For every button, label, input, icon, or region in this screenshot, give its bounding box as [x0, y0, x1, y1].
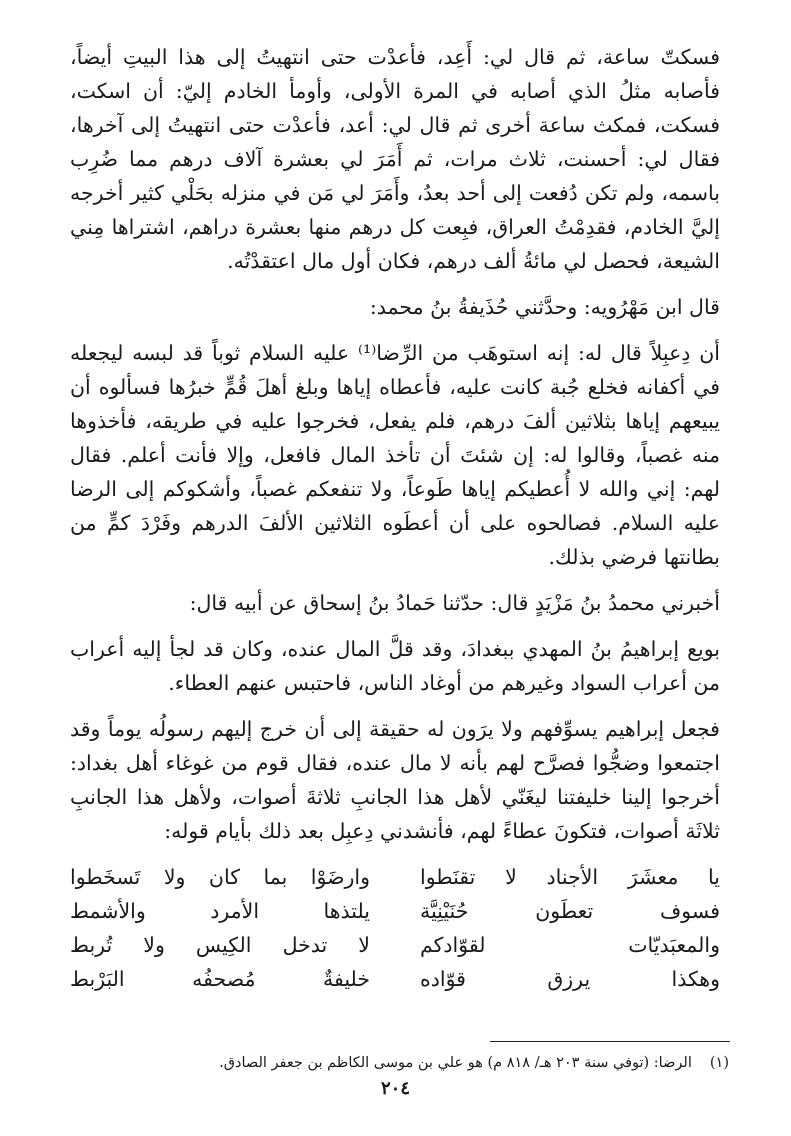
hemistich-second: خليفةٌ مُصحفُه البَرْبط — [70, 967, 370, 991]
footnote — [69, 1052, 729, 1074]
page-body — [70, 40, 720, 996]
hemistich-first: يا معشَرَ الأجناد لا تقنَطوا — [420, 865, 720, 889]
hemistich-second: وارضَوْا بما كان ولا تَسخَطوا — [70, 865, 370, 889]
paragraph-5: بويع إبراهيمُ بنُ المهدي ببغدادَ، وقد قلَّ المال عنده، وكان قد لجأ إليه أعراب من أعراب السواد وغيرهم من أوغاد الناس، فاحتبس عنهم العطاء. — [70, 637, 720, 695]
poem-verse — [70, 962, 720, 996]
hemistich-first: والمعبَديّات لقوّادكم — [420, 933, 720, 957]
poem-verse — [70, 860, 720, 894]
poem-verse — [70, 928, 720, 962]
footnote-text: الرضا: (توفي سنة ٢٠٣ هـ/ ٨١٨ م) هو علي بن موسى الكاظم بن جعفر الصادق. — [219, 1055, 692, 1071]
hemistich-second: يلتذها الأمرد والأشمط — [70, 899, 370, 923]
footnote-divider — [490, 1041, 730, 1042]
poem — [70, 860, 720, 996]
page-number: ٢٠٤ — [380, 1078, 410, 1099]
paragraph-1: فسكتّ ساعة، ثم قال لي: أَعِد، فأعدْت حتى انتهيتُ إلى هذا البيتِ أيضاً، فأصابه مثلُ الذي أصابه في المرة الأولى، وأومأ الخادم إليّ: أن اسكت، فسكت، فمكث ساعة أخرى ثم قال لي: أعد، فأعدْت حتى انتهيتُ إلى آخرها، فقال لي: أحسنت، ثلاث مرات، ثم أَمَرَ لي بعشرة آلاف درهم مما ضُرِب باسمه، ولم تكن دُفعت إلى أحد بعدُ، وأَمَرَ لي مَن في منزله بحَلْي كثير أخرجه إليَّ الخادم، فقدِمْتُ العراق، فبِعت كل درهم منها بعشرة دراهم، اشتراها مِني الشيعة، فحصل لي مائةُ ألف درهم، فكان أول مال اعتقدْتُه. — [70, 45, 720, 273]
paragraph-4-isnad: أخبرني محمدُ بنُ مَزْيَدٍ قال: حدّثنا حَمادُ بنُ إسحاق عن أبيه قال: — [189, 591, 720, 615]
poem-verse — [70, 894, 720, 928]
hemistich-second: لا تدخل الكِيس ولا تُربط — [70, 933, 370, 957]
paragraph-6: فجعل إبراهيم يسوِّفهم ولا يرَون له حقيقة إلى أن خرج إليهم رسولُه يوماً وقد اجتمعوا وضجُّوا فصرَّح لهم بأنه لا مال عنده، فقال قوم من غوغاء أهل بغداد: أخرجوا إلينا خليفتنا ليغَنّي لأهل هذا الجانبِ ثلاثةَ أصوات، ولأهل هذا الجانبِ ثلاثَة أصوات، فتكونَ عطاءً لهم، فأنشدني دِعبِل بعد ذلك بأيام قوله: — [70, 717, 720, 843]
footnote-number: (١) — [709, 1055, 729, 1071]
hemistich-first: وهكذا يرزق قوّاده — [420, 967, 720, 991]
paragraph-3: أن دِعبِلاً قال له: إنه استوهَب من الرِّضا⁽¹⁾ عليه السلام ثوباً قد لبسه ليجعله في أكفانه فخلع جُبة كانت عليه، فأعطاه إياها وبلغ أهلَ قُمٍّ خبرُها فسألوه أن يبيعهم إياها بثلاثين ألفَ درهم، فلم يفعل، فخرجوا عليه في طريقه، فأخذوها منه غصباً، وقالوا له: إن شئتَ أن تأخذ المال فافعل، وإلا فأنت أعلم. فقال لهم: إني والله لا أُعطيكم إياها طَوعاً، ولا تنفعكم غصباً، وأشكوكم إلى الرضا عليه السلام. فصالحوه على أن أعطَوه الثلاثين الألفَ الدرهم وفَرْدَ كمٍّ من بطانتها فرضي بذلك. — [70, 341, 720, 569]
paragraph-2-isnad: قال ابن مَهْرُويه: وحدَّثني حُذَيفةُ بنُ محمد: — [369, 295, 720, 319]
hemistich-first: فسوف تعطَون حُنَيْنِيَّة — [420, 899, 720, 923]
